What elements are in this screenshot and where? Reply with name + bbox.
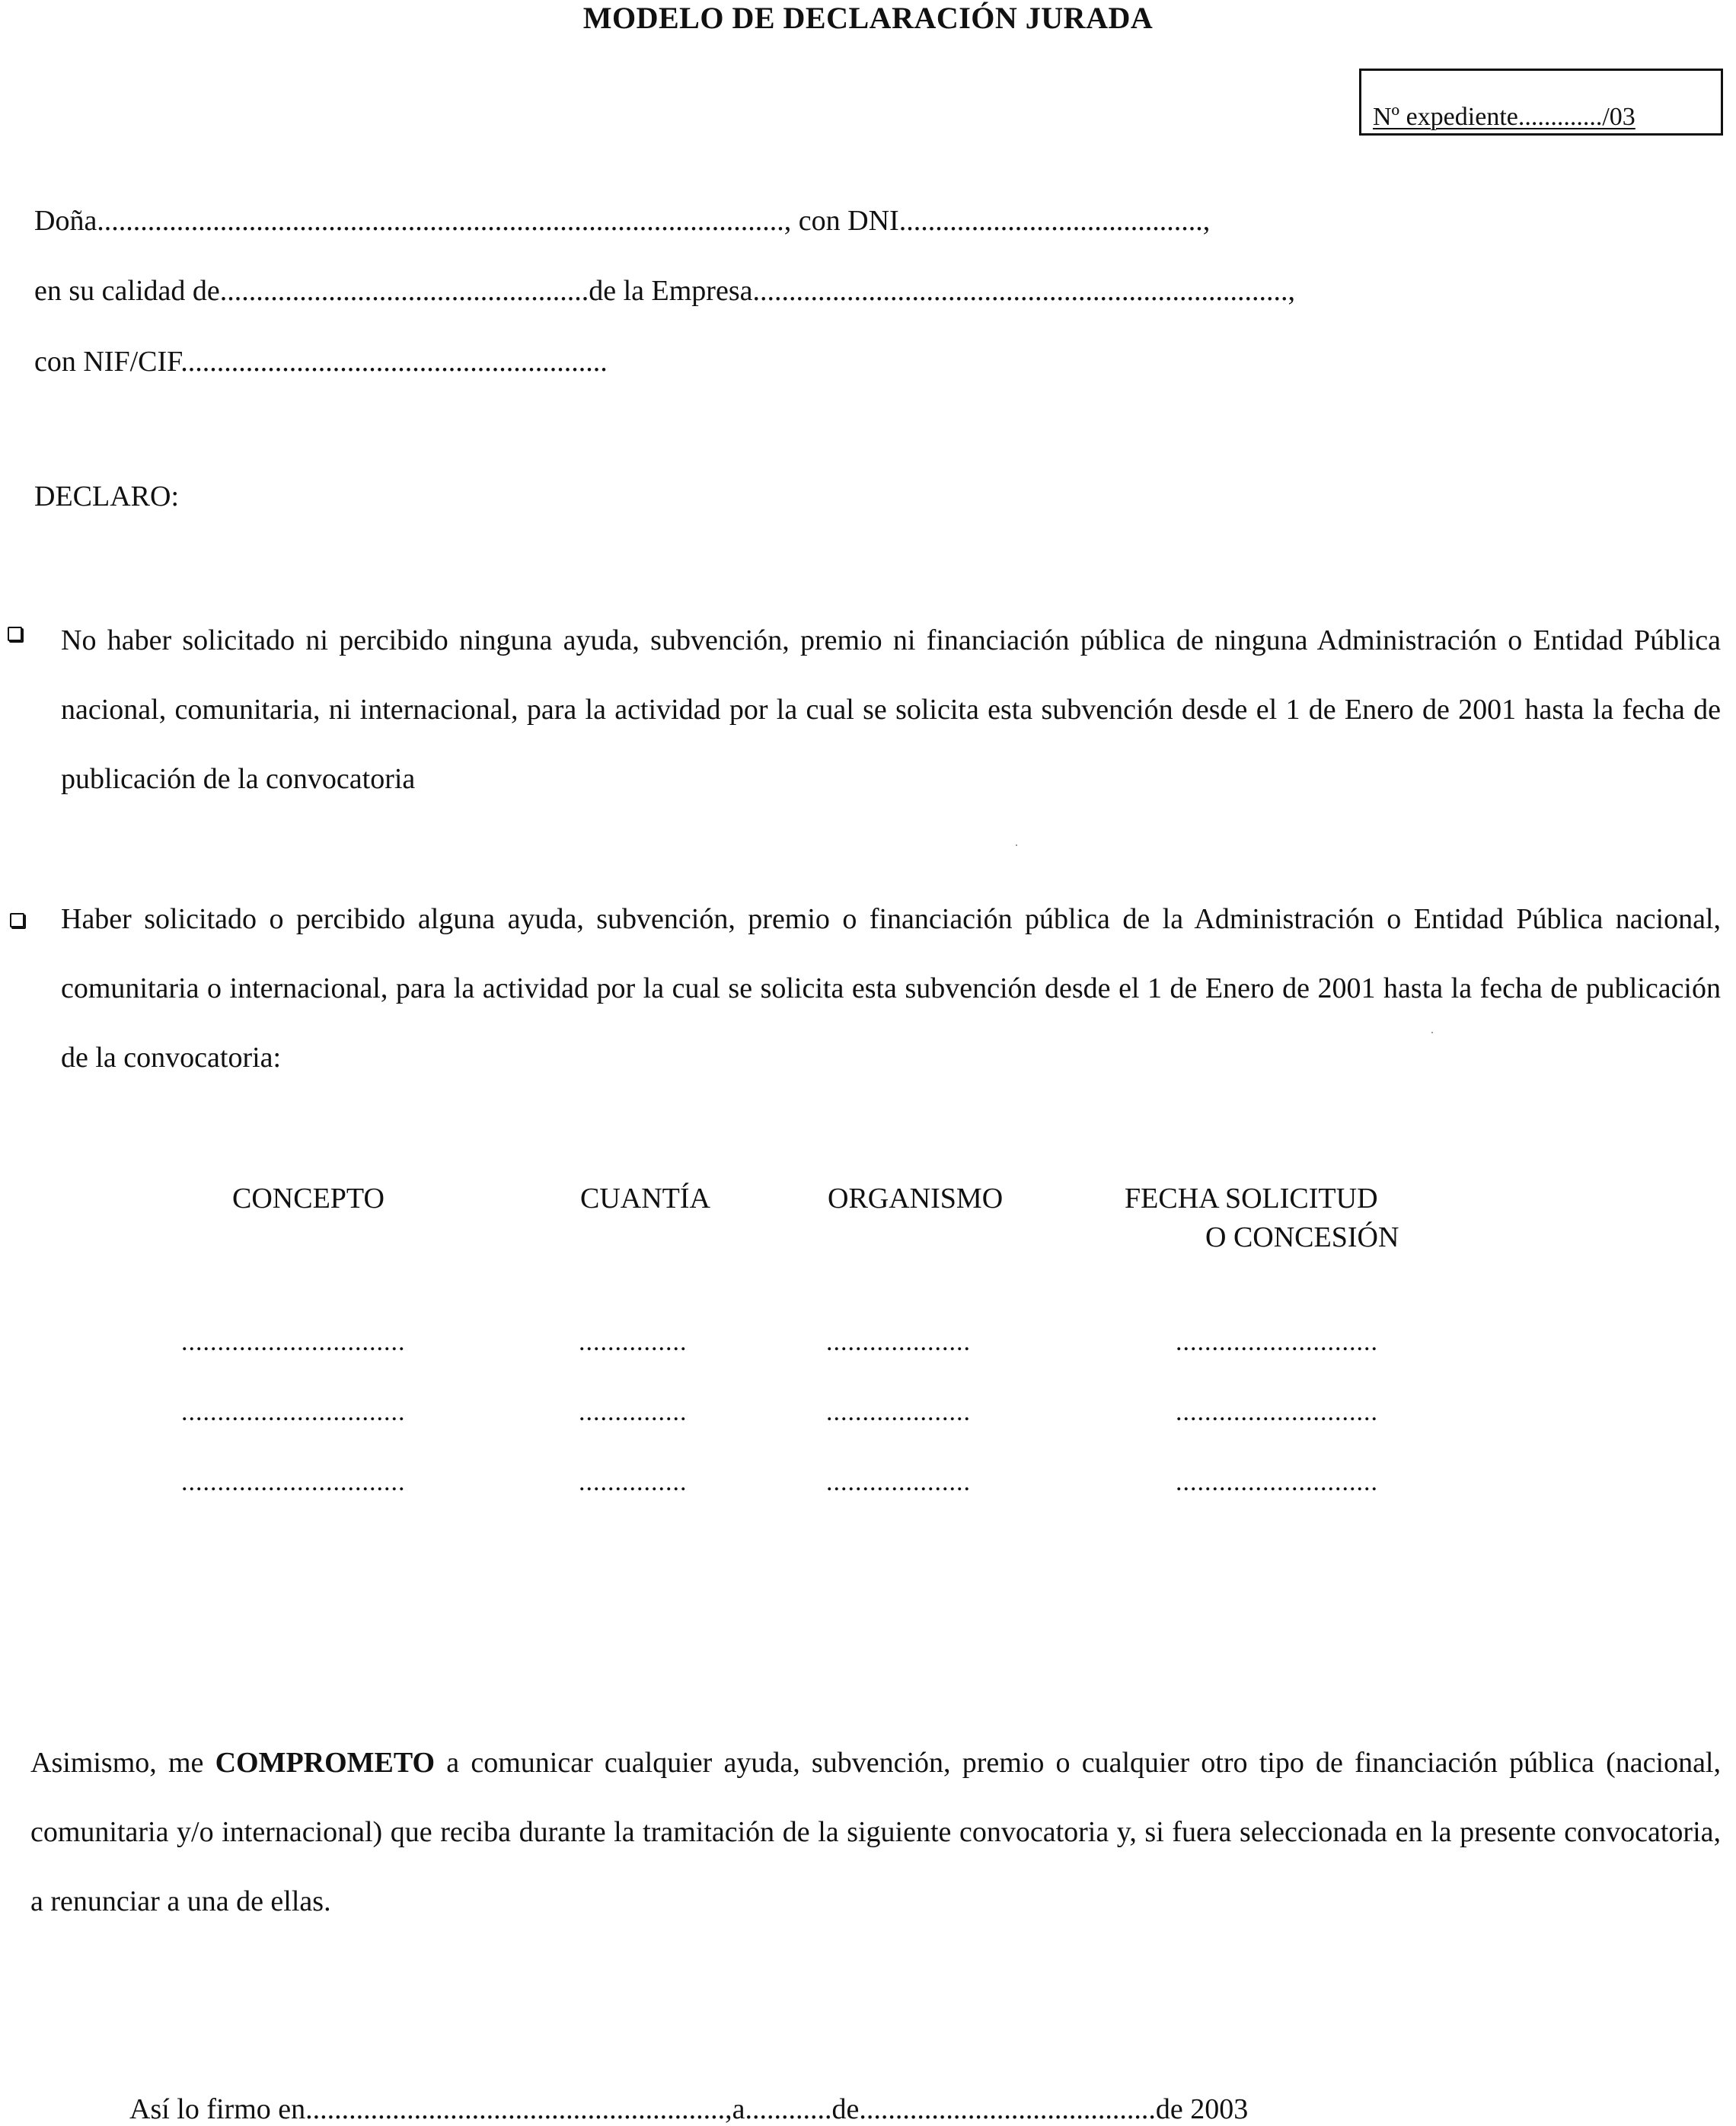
table-cell-cuantia[interactable]: ............... — [579, 1468, 688, 1496]
option-2-checkbox[interactable] — [10, 913, 24, 927]
identity-role-company-line[interactable]: en su calidad de...................................................de la Empresa.........................................................................., — [34, 275, 1295, 307]
table-cell-concepto[interactable]: ............................... — [181, 1398, 406, 1426]
table-cell-cuantia[interactable]: ............... — [579, 1328, 688, 1356]
column-header-fecha-solicitud: FECHA SOLICITUD — [1125, 1183, 1378, 1215]
expediente-box — [1359, 69, 1723, 136]
expediente-field[interactable]: Nº expediente............./03 — [1373, 103, 1635, 131]
commitment-emphasis: COMPROMETO — [215, 1747, 436, 1779]
page-title: MODELO DE DECLARACIÓN JURADA — [582, 1, 1154, 35]
identity-nif-line[interactable]: con NIF/CIF........................................................... — [34, 346, 608, 378]
table-cell-concepto[interactable]: ............................... — [181, 1468, 406, 1496]
table-cell-organismo[interactable]: .................... — [826, 1468, 971, 1496]
column-header-organismo: ORGANISMO — [828, 1183, 1004, 1215]
option-1-text: No haber solicitado ni percibido ninguna ayuda, subvención, premio ni financiación pública de ninguna Administración o Entidad Pública nacional, comunitaria, ni internacional, para la actividad por la cual se solicita esta subvención desde el 1 de Enero de 2001 hasta la fecha de publicación de la convocatoria — [61, 624, 1721, 795]
table-cell-fecha[interactable]: ............................ — [1176, 1398, 1378, 1426]
table-cell-organismo[interactable]: .................... — [826, 1328, 971, 1356]
commitment-paragraph — [30, 1729, 1721, 1936]
table-cell-cuantia[interactable]: ............... — [579, 1398, 688, 1426]
option-1-checkbox[interactable] — [8, 627, 22, 641]
table-cell-concepto[interactable]: ............................... — [181, 1328, 406, 1356]
column-header-cuantia: CUANTÍA — [580, 1183, 710, 1215]
declaro-heading: DECLARO: — [34, 480, 179, 512]
column-header-concepto: CONCEPTO — [232, 1183, 385, 1215]
commitment-rest: a comunicar cualquier ayuda, subvención, premio o cualquier otro tipo de financiación pública (nacional, comunitaria y/o internacional) que reciba durante la tramitación de la siguiente convocatoria y, si fuera seleccionada en la presente convocatoria, a renunciar a una de ellas. — [30, 1747, 1721, 1917]
commitment-intro: Asimismo, me — [30, 1747, 215, 1779]
option-2-text: Haber solicitado o percibido alguna ayuda, subvención, premio o financiación pública de la Administración o Entidad Pública nacional, comunitaria o internacional, para la actividad por la cual se solicita esta subvención desde el 1 de Enero de 2001 hasta la fecha de publicación de la convocatoria: — [61, 903, 1721, 1074]
scan-speck — [1431, 1032, 1433, 1033]
scan-speck — [1016, 844, 1017, 846]
table-cell-fecha[interactable]: ............................ — [1176, 1468, 1378, 1496]
signature-line[interactable]: Así lo firmo en..........................................................,a............de.........................................de 2003 — [129, 2093, 1249, 2125]
table-cell-fecha[interactable]: ............................ — [1176, 1328, 1378, 1356]
table-cell-organismo[interactable]: .................... — [826, 1398, 971, 1426]
identity-name-dni-line[interactable]: Doña..............................................................................................., con DNI.........................................., — [34, 205, 1211, 237]
column-header-o-concesion: O CONCESIÓN — [1205, 1221, 1399, 1253]
